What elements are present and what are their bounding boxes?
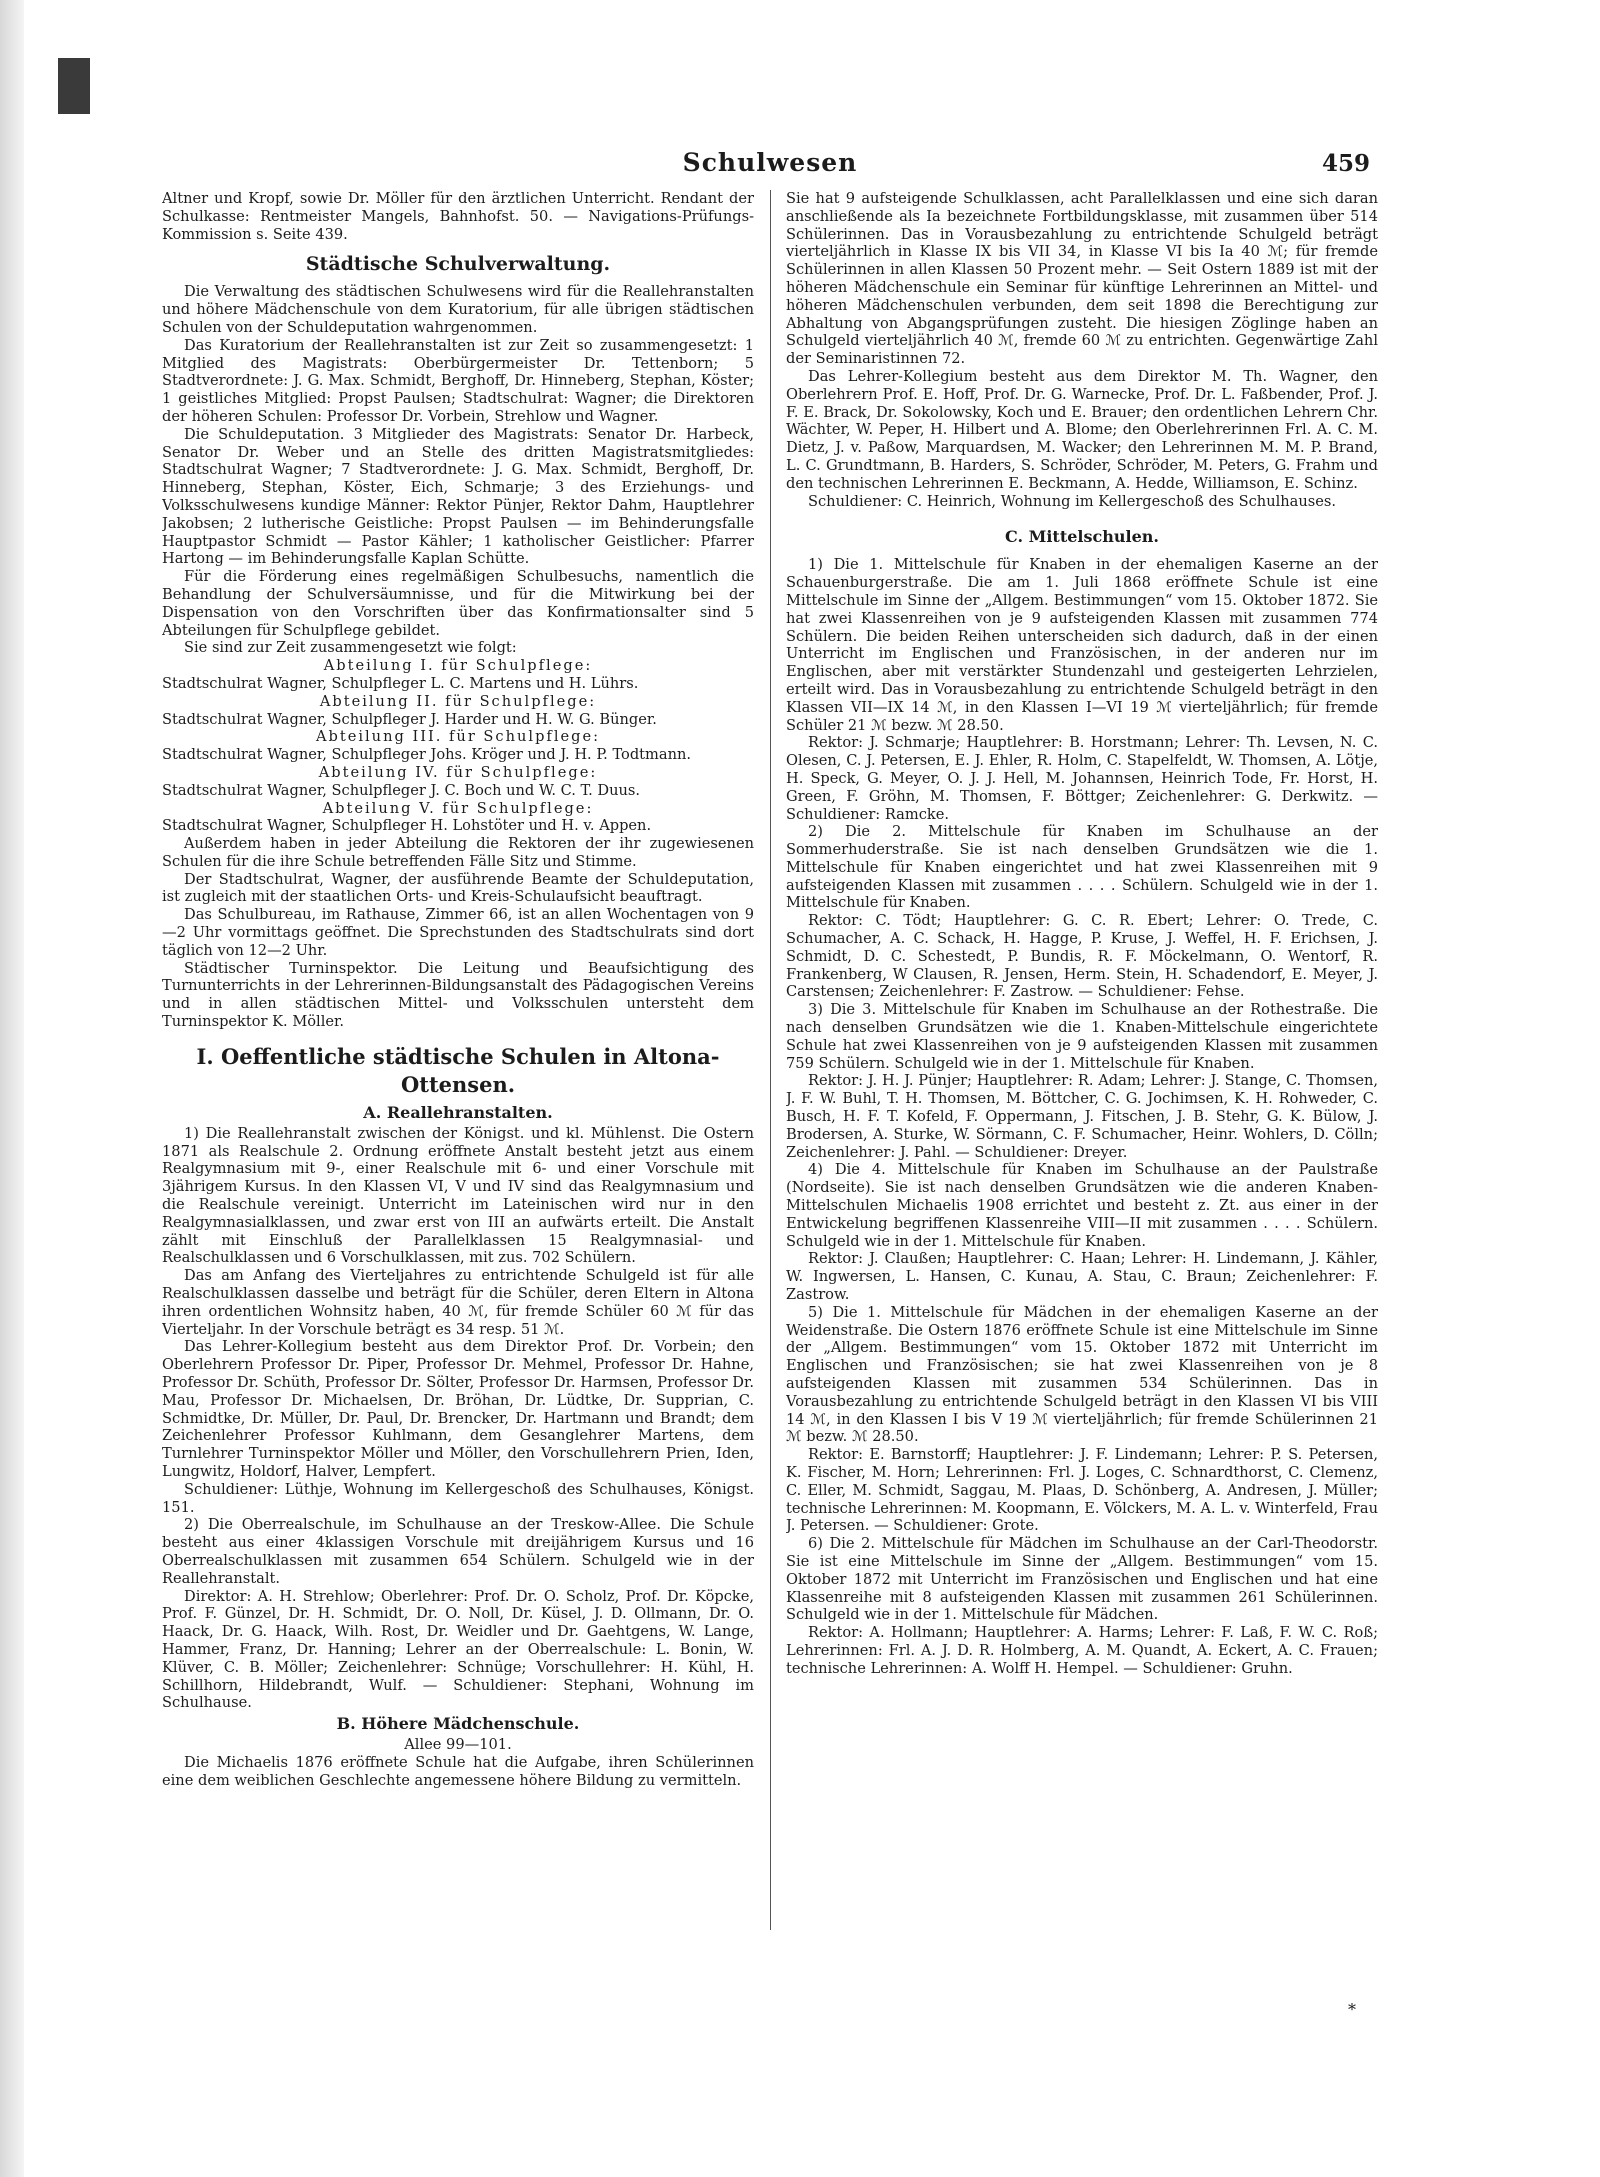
- paragraph: Rektor: E. Barnstorff; Hauptlehrer: J. F. Lindemann; Lehrer: P. S. Petersen, K. Fischer, M. Horn; Lehrerinnen: Frl. J. Loges, C. Schnardthorst, C. Clemenz, C. Eller, M. Schmidt, Saggau, M. Plaas, D. Schönberg, A. Andresen, J. Müller; technische Lehrerinnen: M. Koopmann, E. Völckers, M. A. L. v. Winterfeld, Frau J. Petersen. — Schuldiener: Grote.: [786, 1446, 1378, 1535]
- subsection-title: Abteilung I. für Schulpflege:: [323, 657, 593, 675]
- paragraph: 1) Die Reallehranstalt zwischen der Königst. und kl. Mühlenst. Die Ostern 1871 als Realschule 2. Ordnung eröffnete Anstalt besteht jetzt aus einem Realgymnasium mit 9-, einer Realschule mit 6- und einer Vorschule mit 3jährigem Kursus. In den Klassen VI, V und IV sind das Realgymnasium und die Realschule vereinigt. Unterricht im Lateinischen wird nur in den Realgymnasialklassen, und zwar erst von III an aufwärts erteilt. Die Anstalt zählt mit Einschluß der Parallelklassen 15 Realgymnasial- und Realschulklassen und 6 Vorschulklassen, mit zus. 702 Schülern.: [162, 1124, 754, 1267]
- right-column: [786, 190, 1378, 2020]
- paragraph: 2) Die Oberrealschule, im Schulhause an der Treskow-Allee. Die Schule besteht aus einer 4klassigen Vorschule mit dreijährigem Kursus und 16 Oberrealschulklassen mit zusammen 654 Schülern. Schulgeld wie in der Reallehranstalt.: [162, 1516, 754, 1587]
- left-column: [162, 190, 754, 2020]
- paragraph: Stadtschulrat Wagner, Schulpfleger H. Lohstöter und H. v. Appen.: [162, 817, 652, 835]
- paragraph: Altner und Kropf, sowie Dr. Möller für den ärztlichen Unterricht. Rendant der Schulkasse: Rentmeister Mangels, Bahnhofst. 50. — Navigations-Prüfungs-Kommission s. Seite 439.: [162, 190, 754, 243]
- paragraph: Die Verwaltung des städtischen Schulwesens wird für die Reallehranstalten und höhere Mädchenschule von dem Kuratorium, für alle übrigen städtischen Schulen von der Schuldeputation wahrgenommen.: [162, 283, 754, 336]
- paragraph: Sie sind zur Zeit zusammengesetzt wie folgt:: [184, 639, 517, 657]
- paragraph: Die Michaelis 1876 eröffnete Schule hat die Aufgabe, ihren Schülerinnen eine dem weiblichen Geschlechte angemessene höhere Bildung zu vermitteln.: [162, 1753, 754, 1789]
- subsection-title: Abteilung II. für Schulpflege:: [319, 692, 597, 710]
- paragraph: Stadtschulrat Wagner, Schulpfleger J. C. Boch und W. C. T. Duus.: [162, 781, 641, 799]
- paragraph: Rektor: J. H. J. Pünjer; Hauptlehrer: R. Adam; Lehrer: J. Stange, C. Thomsen, J. F. W. Buhl, T. H. Thomsen, M. Böttcher, C. G. Jochimsen, K. H. Rohweder, C. Busch, H. F. T. Kofeld, F. Oppermann, J. Fitschen, J. B. Stehr, G. K. Bülow, J. Brodersen, A. Sturke, W. Sörmann, C. F. Schumacher, Heinr. Wohlers, D. Cölln; Zeichenlehrer: J. Pahl. — Schuldiener: Dreyer.: [786, 1072, 1378, 1161]
- paragraph: Rektor: J. Claußen; Hauptlehrer: C. Haan; Lehrer: H. Lindemann, J. Kähler, W. Ingwersen, L. Hansen, C. Kunau, A. Stau, C. Braun; Zeichenlehrer: F. Zastrow.: [786, 1250, 1378, 1304]
- paragraph: Für die Förderung eines regelmäßigen Schulbesuchs, namentlich die Behandlung der Schulversäumnisse, und für die Mitwirkung bei der Dispensation von den Vorschriften über das Konfirmationsalter sind 5 Abteilungen für Schulpflege gebildet.: [162, 568, 754, 639]
- subsection-heading: A. Reallehranstalten.: [363, 1102, 553, 1122]
- section-heading: I. Oeffentliche städtische Schulen in Altona-Ottensen.: [196, 1043, 720, 1097]
- paragraph: Das Kuratorium der Reallehranstalten ist zur Zeit so zusammengesetzt: 1 Mitglied des Magistrats: Oberbürgermeister Dr. Tettenborn; 5 Stadtverordnete: J. G. Max. Schmidt, Berghoff, Dr. Hinneberg, Stephan, Köster; 1 geistliches Mitglied: Propst Paulsen; Stadtschulrat: Wagner; die Direktoren der höheren Schulen: Professor Dr. Vorbein, Strehlow und Wagner.: [162, 336, 754, 425]
- paragraph: 4) Die 4. Mittelschule für Knaben im Schulhause an der Paulstraße (Nordseite). Sie ist nach denselben Grundsätzen wie die anderen Knaben-Mittelschulen Michaelis 1908 errichtet und besteht z. Zt. aus einer in der Entwickelung begriffenen Klassenreihe VIII—II mit zusammen . . . . Schülern. Schulgeld wie in der 1. Mittelschule für Knaben.: [786, 1161, 1378, 1250]
- running-header: [162, 148, 1378, 188]
- paragraph: Schuldiener: Lüthje, Wohnung im Kellergeschoß des Schulhauses, Königst. 151.: [162, 1480, 754, 1516]
- subsection-title: Abteilung III. für Schulpflege:: [315, 728, 601, 746]
- paragraph: Stadtschulrat Wagner, Schulpfleger J. Harder und H. W. G. Bünger.: [162, 710, 657, 728]
- scan-marker: [58, 58, 90, 114]
- subsection-title: Abteilung IV. für Schulpflege:: [318, 763, 598, 781]
- address-line: Allee 99—101.: [404, 1736, 512, 1754]
- paragraph: Rektor: J. Schmarje; Hauptlehrer: B. Horstmann; Lehrer: Th. Levsen, N. C. Olesen, C. J. Petersen, E. J. Ehler, R. Holm, C. Stapelfeldt, W. Thomsen, A. Lötje, H. Speck, G. Meyer, O. J. J. Hell, M. Johannsen, Heinrich Tode, Fr. Horst, H. Green, F. Gröhn, M. Thomsen, F. Böttger; Zeichenlehrer: G. Derkwitz. — Schuldiener: Ramcke.: [786, 734, 1378, 823]
- paragraph: 3) Die 3. Mittelschule für Knaben im Schulhause an der Rothestraße. Die nach denselben Grundsätzen wie die 1. Knaben-Mittelschule eingerichtete Schule hat zwei Klassenreihen von je 9 aufsteigenden Klassen mit zusammen 759 Schülern. Schulgeld wie in der 1. Mittelschule für Knaben.: [786, 1001, 1378, 1072]
- paragraph: 6) Die 2. Mittelschule für Mädchen im Schulhause an der Carl-Theodorstr. Sie ist eine Mittelschule im Sinne der „Allgem. Bestimmungen“ vom 15. Oktober 1872 mit Unterricht im Französischen und Englischen und hat eine Klassenreihe mit 8 aufsteigenden Klassen mit zusammen 261 Schülerinnen. Schulgeld wie in der 1. Mittelschule für Mädchen.: [786, 1535, 1378, 1624]
- subsection-title: Abteilung V. für Schulpflege:: [322, 799, 594, 817]
- paragraph: Rektor: A. Hollmann; Hauptlehrer: A. Harms; Lehrer: F. Laß, F. W. C. Roß; Lehrerinnen: Frl. A. J. D. R. Holmberg, A. M. Quandt, A. Eckert, A. C. Frauen; technische Lehrerinnen: A. Wolff H. Hempel. — Schuldiener: Gruhn.: [786, 1624, 1378, 1677]
- paragraph: Städtischer Turninspektor. Die Leitung und Beaufsichtigung des Turnunterrichts in der Lehrerinnen-Bildungsanstalt des Pädagogischen Vereins und in allen städtischen Mittel- und Volksschulen untersteht dem Turninspektor K. Möller.: [162, 959, 754, 1031]
- page: [162, 148, 1378, 2028]
- paragraph: Stadtschulrat Wagner, Schulpfleger Johs. Kröger und J. H. P. Todtmann.: [162, 746, 692, 764]
- paragraph: Das Lehrer-Kollegium besteht aus dem Direktor Prof. Dr. Vorbein; den Oberlehrern Professor Dr. Piper, Professor Dr. Mehmel, Professor Dr. Hahne, Professor Dr. Schüth, Professor Dr. Sölter, Professor Dr. Harmsen, Professor Dr. Mau, Professor Dr. Michaelsen, Dr. Bröhan, Dr. Lüdtke, Dr. Supprian, C. Schmidtke, Dr. Müller, Dr. Paul, Dr. Brencker, Dr. Hartmann und Brandt; dem Zeichenlehrer Professor Kuhlmann, dem Gesanglehrer Martens, dem Turnlehrer Turninspektor Möller und Möller, den Vorschullehrern Prien, Iden, Lungwitz, Holdorf, Halver, Lempfert.: [162, 1338, 754, 1480]
- paragraph: Das am Anfang des Vierteljahres zu entrichtende Schulgeld ist für alle Realschulklassen dasselbe und beträgt für die Schüler, deren Eltern in Altona ihren ordentlichen Wohnsitz haben, 40 ℳ, für fremde Schüler 60 ℳ für das Vierteljahr. In der Vorschule beträgt es 34 resp. 51 ℳ.: [162, 1267, 754, 1338]
- paragraph: 2) Die 2. Mittelschule für Knaben im Schulhause an der Sommerhuderstraße. Sie ist nach denselben Grundsätzen wie die 1. Mittelschule für Knaben eingerichtet und hat zwei Klassenreihen mit 9 aufsteigenden Klassen mit zusammen . . . . Schülern. Schulgeld wie in der 1. Mittelschule für Knaben.: [786, 823, 1378, 912]
- paragraph: Das Schulbureau, im Rathause, Zimmer 66, ist an allen Wochentagen von 9—2 Uhr vormittags geöffnet. Die Sprechstunden des Stadtschulrats sind dort täglich von 12—2 Uhr.: [162, 906, 754, 959]
- footnote-mark: *: [1348, 2000, 1356, 2019]
- page-title: Schulwesen: [682, 148, 858, 177]
- paragraph: 5) Die 1. Mittelschule für Mädchen in der ehemaligen Kaserne an der Weidenstraße. Die Ostern 1876 eröffnete Schule ist eine Mittelschule im Sinne der „Allgem. Bestimmungen“ vom 15. Oktober 1872 mit Unterricht im Englischen und Französischen; sie hat zwei Klassenreihen von je 8 aufsteigenden Klassen mit zusammen 534 Schülerinnen. Das in Vorausbezahlung zu entrichtende Schulgeld beträgt in den Klassen VI bis VIII 14 ℳ, in den Klassen I bis V 19 ℳ vierteljährlich; für fremde Schülerinnen 21 ℳ bezw. ℳ 28.50.: [786, 1303, 1378, 1446]
- text-columns: [162, 190, 1378, 2020]
- section-heading: Städtische Schulverwaltung.: [305, 253, 611, 276]
- paragraph: 1) Die 1. Mittelschule für Knaben in der ehemaligen Kaserne an der Schauenburgerstraße. Die am 1. Juli 1868 eröffnete Schule ist eine Mittelschule im Sinne der „Allgem. Bestimmungen“ vom 15. Oktober 1872. Sie hat zwei Klassenreihen von je 9 aufsteigenden Klassen mit zusammen 774 Schülern. Die beiden Reihen unterscheiden sich dadurch, daß in der einen Unterricht im Englischen und Französischen, in der anderen nur im Englischen, aber mit verstärkter Stundenzahl und gesteigerten Lehrzielen, erteilt wird. Das in Vorausbezahlung zu entrichtende Schulgeld beträgt in den Klassen VII—IX 14 ℳ, in den Klassen I—VI 19 ℳ vierteljährlich; für fremde Schüler 21 ℳ bezw. ℳ 28.50.: [786, 556, 1378, 734]
- paragraph: Außerdem haben in jeder Abteilung die Rektoren der ihr zugewiesenen Schulen für die ihre Schule betreffenden Fälle Sitz und Stimme.: [162, 835, 754, 870]
- paragraph: Direktor: A. H. Strehlow; Oberlehrer: Prof. Dr. O. Scholz, Prof. Dr. Köpcke, Prof. F. Günzel, Dr. H. Schmidt, Dr. O. Noll, Dr. Küsel, J. D. Ollmann, Dr. O. Haack, Dr. G. Haack, Wilh. Rost, Dr. Weidler und Dr. Gaehtgens, W. Lange, Hammer, Franz, Dr. Hanning; Lehrer an der Oberrealschule: L. Bonin, W. Klüver, C. B. Möller; Zeichenlehrer: Schnüge; Vorschullehrer: H. Kühl, H. Schillhorn, Hildebrandt, Wulf. — Schuldiener: Stephani, Wohnung im Schulhause.: [162, 1587, 754, 1712]
- scan-edge: [0, 0, 24, 2177]
- paragraph: Das Lehrer-Kollegium besteht aus dem Direktor M. Th. Wagner, den Oberlehrern Prof. E. Hoff, Prof. Dr. G. Warnecke, Prof. Dr. L. Faßbender, Prof. J. F. E. Brack, Dr. Sokolowsky, Koch und E. Brauer; den ordentlichen Lehrern Chr. Wächter, W. Peper, H. Hilbert und A. Blome; den Oberlehrerinnen Frl. A. C. M. Dietz, J. v. Paßow, Marquardsen, M. Wacker; den Lehrerinnen M. M. P. Brand, L. C. Grundtmann, B. Harders, S. Schröder, Schröder, M. Peters, G. Frahm und den technischen Lehrerinnen E. Beckmann, A. Hedde, Williamson, E. Schinz.: [786, 367, 1378, 492]
- paragraph: Sie hat 9 aufsteigende Schulklassen, acht Parallelklassen und eine sich daran anschließende als Ia bezeichnete Fortbildungsklasse, mit zusammen über 514 Schülerinnen. Das in Vorausbezahlung zu entrichtende Schulgeld beträgt vierteljährlich in Klasse IX bis VII 34, in Klasse VI bis Ia 40 ℳ; für fremde Schülerinnen in allen Klassen 50 Prozent mehr. — Seit Ostern 1889 ist mit der höheren Mädchenschule ein Seminar für künftige Lehrerinnen an Mittel- und höheren Mädchenschulen verbunden, dem seit 1898 die Berechtigung zur Abhaltung von Abgangsprüfungen zusteht. Die hiesigen Zöglinge haben an Schulgeld vierteljährlich 40 ℳ, fremde 60 ℳ zu entrichten. Gegenwärtige Zahl der Seminaristinnen 72.: [786, 190, 1378, 368]
- subsection-heading: B. Höhere Mädchenschule.: [336, 1714, 580, 1734]
- paragraph: Der Stadtschulrat, Wagner, der ausführende Beamte der Schuldeputation, ist zugleich mit der staatlichen Orts- und Kreis-Schulaufsicht beauftragt.: [162, 870, 754, 906]
- paragraph: Stadtschulrat Wagner, Schulpfleger L. C. Martens und H. Lührs.: [162, 674, 639, 692]
- page-number: 459: [1321, 150, 1370, 177]
- paragraph: Schuldiener: C. Heinrich, Wohnung im Kellergeschoß des Schulhauses.: [808, 492, 1337, 510]
- paragraph: Rektor: C. Tödt; Hauptlehrer: G. C. R. Ebert; Lehrer: O. Trede, C. Schumacher, A. C. Schack, H. Hagge, P. Kruse, J. Weffel, H. F. Erichsen, J. Schmidt, D. C. Schestedt, P. Bundis, R. F. Möckelmann, O. Wentorf, R. Frankenberg, W Clausen, R. Jensen, Herm. Stein, H. Schadendorf, E. Meyer, J. Carstensen; Zeichenlehrer: F. Zastrow. — Schuldiener: Fehse.: [786, 912, 1378, 1001]
- section-heading: C. Mittelschulen.: [1005, 527, 1159, 547]
- paragraph: Die Schuldeputation. 3 Mitglieder des Magistrats: Senator Dr. Harbeck, Senator Dr. Weber und an Stelle des dritten Magistratsmitgliedes: Stadtschulrat Wagner; 7 Stadtverordnete: J. G. Max. Schmidt, Berghoff, Dr. Hinneberg, Stephan, Köster, Eich, Schmarje; 3 des Erziehungs- und Volksschulwesens kundige Männer: Rektor Pünjer, Rektor Dahm, Hauptlehrer Jakobsen; 2 lutherische Geistliche: Propst Paulsen — im Behinderungsfalle Hauptpastor Schmidt — Pastor Kähler; 1 katholischer Geistlicher: Pfarrer Hartong — im Behinderungsfalle Kaplan Schütte.: [162, 425, 754, 568]
